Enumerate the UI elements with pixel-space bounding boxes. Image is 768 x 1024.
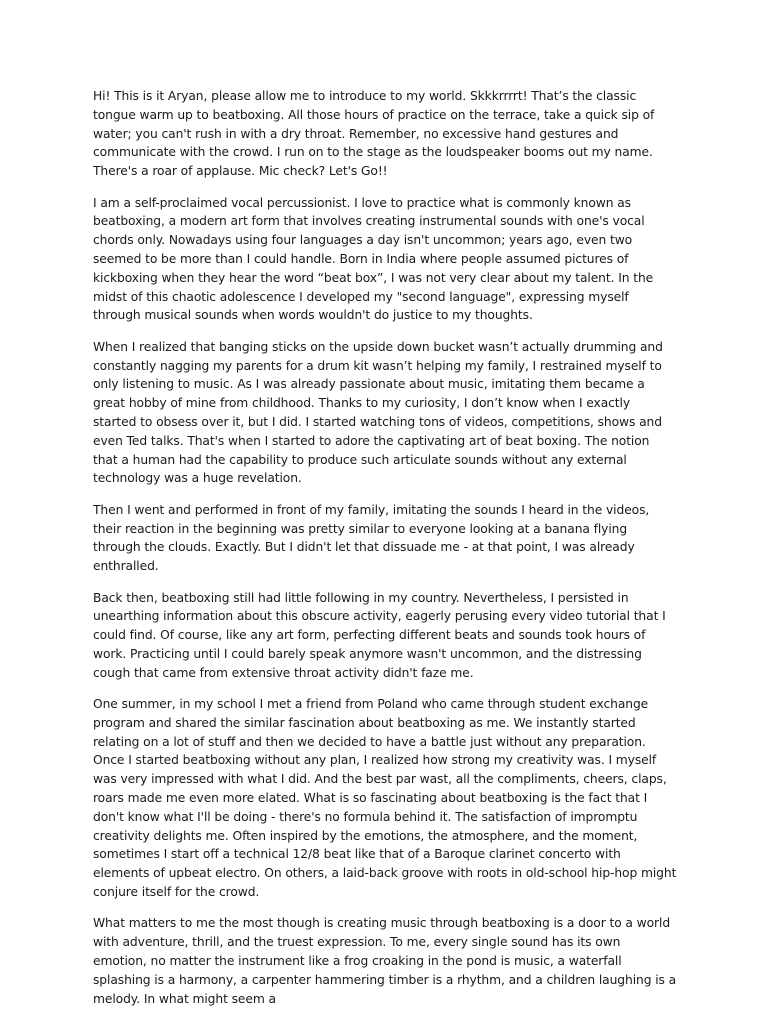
paragraph-what-matters: What matters to me the most though is creating music through beatboxing is a door to a world with adventure, thrill, and the truest expression. To me, every single sound has its own emotion, no matter the instrument like a frog croaking in the pond is music, a waterfall splashing is a harmony, a carpenter hammering timber is a rhythm, and a children laughing is a melody. In what might seem a bbox=[93, 916, 677, 1006]
paragraph-intro: Hi! This is it Aryan, please allow me to introduce to my world. Skkkrrrrt! That’s the classic tongue warm up to beatboxing. All those hours of practice on the terrace, take a quick sip of water; you can't rush in with a dry throat. Remember, no excessive hand gestures and communicate with the crowd. I run on to the stage as the loudspeaker booms out my name. There's a roar of applause. Mic check? Let's Go!! bbox=[93, 89, 655, 179]
paragraph-drumming: When I realized that banging sticks on the upside down bucket wasn’t actually drumming and constantly nagging my parents for a drum kit wasn’t helping my family, I restrained myself to only listening to music. As I was already passionate about music, imitating them became a great hobby of mine from childhood. Thanks to my curiosity, I don’t know when I exactly started to obsess over it, but I did. I started watching tons of videos, competitions, shows and even Ted talks. That's when I started to adore the captivating art of beat boxing. The notion that a human had the capability to produce such articulate sounds without any external technology was a huge revelation. bbox=[93, 339, 663, 486]
paragraph-little-following: Back then, beatboxing still had little following in my country. Nevertheless, I persisted in unearthing information about this obscure activity, eagerly perusing every video tutorial that I could find. Of course, like any art form, perfecting different beats and sounds took hours of work. Practicing until I could barely speak anymore wasn't uncommon, and the distressing cough that came from extensive throat activity didn't faze me. bbox=[93, 590, 666, 680]
paragraph-family-performance: Then I went and performed in front of my family, imitating the sounds I heard in the videos, their reaction in the beginning was pretty similar to everyone looking at a banana flying through the clouds. Exactly. But I didn't let that dissuade me - at that point, I was already enthralled. bbox=[93, 502, 650, 574]
paragraph-vocal-percussionist: I am a self-proclaimed vocal percussionist. I love to practice what is commonly known as beatboxing, a modern art form that involves creating instrumental sounds with one's vocal chords only. Nowadays using four languages a day isn't uncommon; years ago, even two seemed to be more than I could handle. Born in India where people assumed pictures of kickboxing when they hear the word “beat box”, I was not very clear about my talent. In the midst of this chaotic adolescence I developed my "second language", expressing myself through musical sounds when words wouldn't do justice to my thoughts. bbox=[93, 195, 654, 323]
paragraph-summer-battle: One summer, in my school I met a friend from Poland who came through student exchange program and shared the similar fascination about beatboxing as me. We instantly started relating on a lot of stuff and then we decided to have a battle just without any preparation. Once I started beatboxing without any plan, I realized how strong my creativity was. I myself was very impressed with what I did. And the best par wast, all the compliments, cheers, claps, roars made me even more elated. What is so fascinating about beatboxing is the fact that I don't know what I'll be doing - there's no formula behind it. The satisfaction of impromptu creativity delights me. Often inspired by the emotions, the atmosphere, and the moment, sometimes I start off a technical 12/8 beat like that of a Baroque clarinet concerto with elements of upbeat electro. On others, a laid-back groove with roots in old-school hip-hop might conjure itself for the crowd. bbox=[93, 697, 677, 900]
document-body bbox=[93, 87, 677, 1021]
